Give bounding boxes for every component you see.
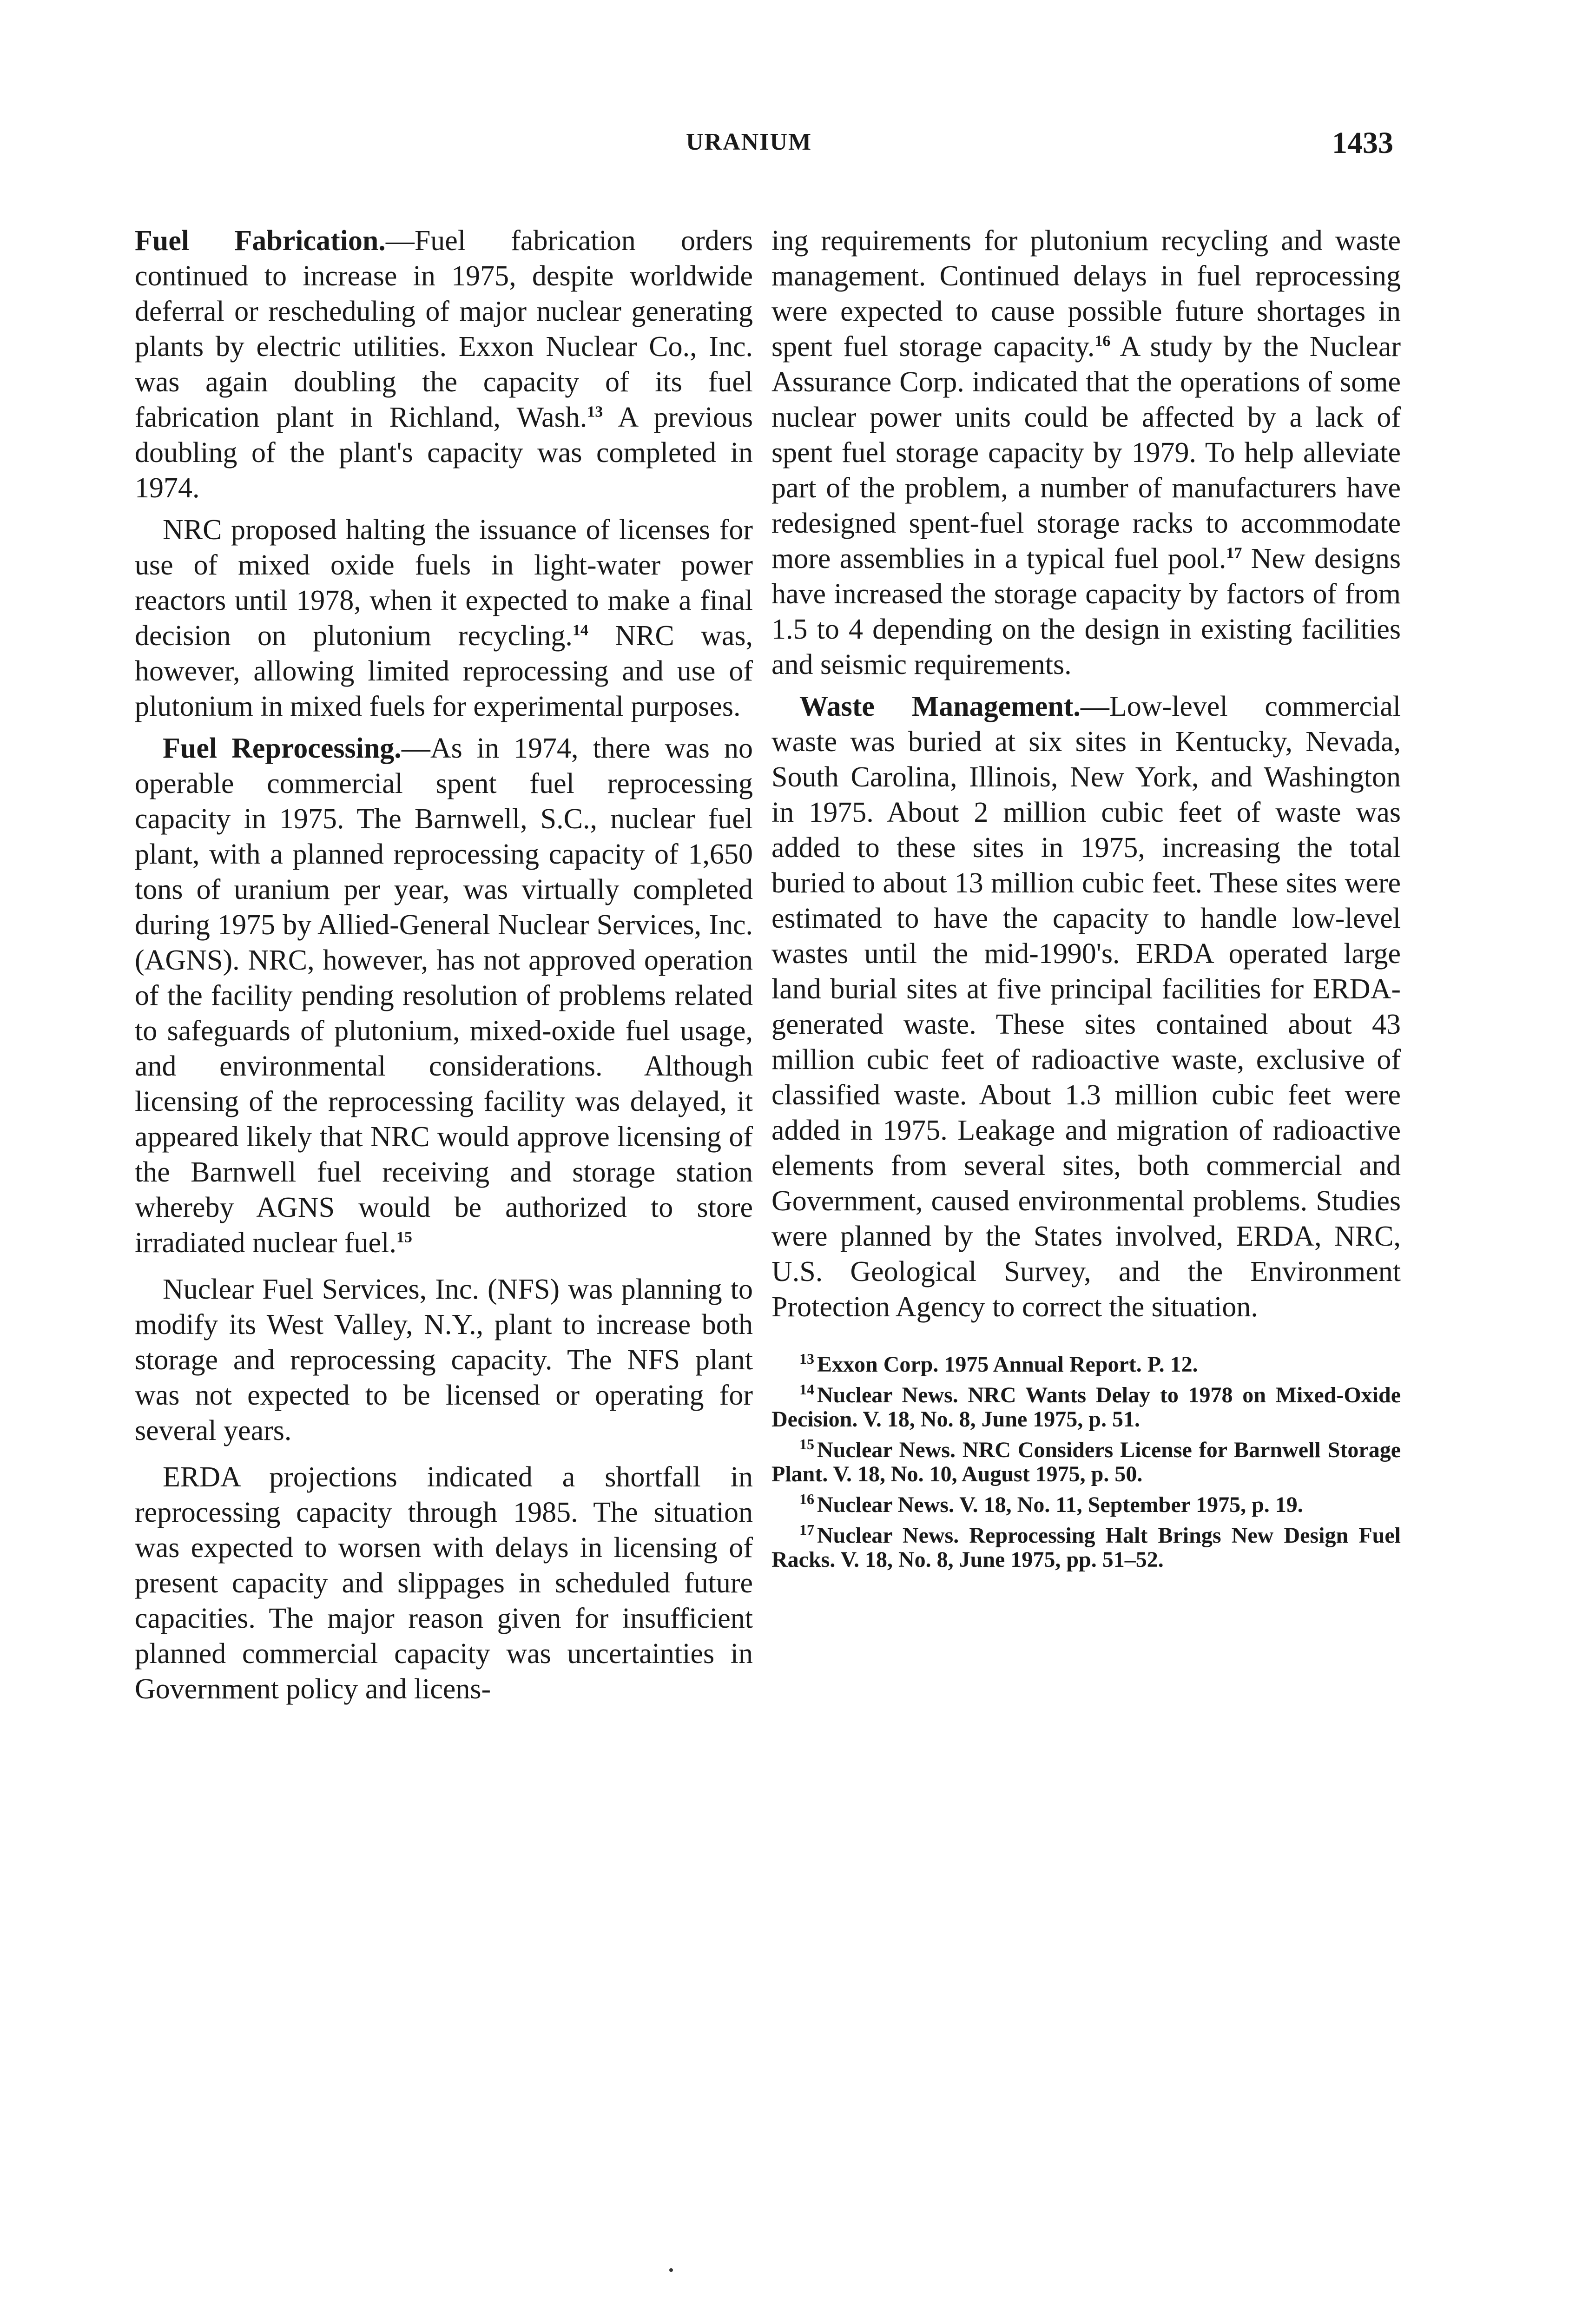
footnote-ref: 16 [1094,332,1111,350]
paragraph-text: A previous doubling of the plant's capacity was completed in 1974. [135,402,753,504]
paragraph-text: —Low-level commercial waste was buried at six sites in Kentucky, Nevada, South Carolina, Illinois, New York, and Washington in 1975. About 2 million cubic feet of waste was added to these sites in 1975, increasing the total buried to about 13 million cubic feet. These sites were estimated to have the capacity to handle low-level wastes until the mid-1990's. ERDA operated large land burial sites at five principal facilities for ERDA-generated waste. These sites contained about 43 million cubic feet of radioactive waste, exclusive of classified waste. About 1.3 million cubic feet were added in 1975. Leakage and migration of radioactive elements from several sites, both commercial and Government, caused environmental problems. Studies were planned by the States involved, ERDA, NRC, U.S. Geological Survey, and the Environment Protection Agency to correct the situation. [771,691,1401,1323]
paragraph-text: —Fuel fabrication orders continued to increase in 1975, despite worldwide deferral or rescheduling of major nuclear generating plants by electric utilities. Exxon Nuclear Co., Inc. was again doubling the capacity of its fuel fabrication plant in Richland, Wash. [135,225,753,433]
paragraph-text: —As in 1974, there was no operable commercial spent fuel reprocessing capacity in 1975. The Barnwell, S.C., nuclear fuel plant, with a planned reprocessing capacity of 1,650 tons of uranium per year, was virtually completed during 1975 by Allied-General Nuclear Services, Inc. (AGNS). NRC, however, has not approved operation of the facility pending resolution of problems related to safeguards of plutonium, mixed-oxide fuel usage, and environmental considerations. Although licensing of the reprocessing facility was delayed, it appeared likely that NRC would approve licensing of the Barnwell fuel receiving and storage station whereby AGNS would be authorized to store irradiated nuclear fuel. [135,733,753,1259]
footnote-ref: 14 [572,621,588,639]
running-title: URANIUM [686,129,812,155]
footnote-ref: 13 [587,403,603,421]
footnotes [771,1350,1401,1572]
paragraph-text: ing requirements for plutonium recycling and waste management. Continued delays in fuel reprocessing were expected to cause possible future shortages in spent fuel storage capacity. [771,225,1401,363]
right-column [771,223,1401,1578]
section-heading-fuel-fabrication: Fuel Fabrication. [135,225,386,257]
page-header [0,125,1569,167]
paragraph-nrc-mixed-oxide [135,512,753,724]
footnote-text: Nuclear News. NRC Considers License for Barnwell Storage Plant. V. 18, No. 10, August 1975, p. 50. [771,1438,1401,1486]
section-heading-fuel-reprocessing: Fuel Reprocessing. [163,733,402,764]
footnote-16 [771,1493,1401,1517]
paragraph-text: A study by the Nuclear Assurance Corp. indicated that the operations of some nuclear power units could be affected by a lack of spent fuel storage capacity by 1979. To help alleviate part of the problem, a number of manufacturers have redesigned spent-fuel storage racks to accommodate more assemblies in a typical fuel pool. [771,331,1401,574]
footnote-text: Nuclear News. NRC Wants Delay to 1978 on Mixed-Oxide Decision. V. 18, No. 8, June 1975, p. 51. [771,1383,1401,1432]
footnote-number: 16 [799,1491,814,1507]
footnote-text: Exxon Corp. 1975 Annual Report. P. 12. [817,1352,1198,1377]
footnote-number: 15 [799,1436,814,1452]
section-heading-waste-management: Waste Management. [799,691,1081,722]
footnote-number: 17 [799,1521,814,1538]
paragraph-fuel-fabrication [135,223,753,506]
footnote-14 [771,1383,1401,1432]
paragraph-text: NRC proposed halting the issuance of licenses for use of mixed oxide fuels in light-water power reactors until 1978, when it expected to make a final decision on plutonium recycling. [135,514,753,652]
footnote-ref: 15 [396,1228,412,1246]
paragraph-text: New designs have increased the storage capacity by factors of from 1.5 to 4 depending on the design in existing facilities and seismic requirements. [771,543,1401,680]
footnote-ref: 17 [1226,544,1242,562]
footnote-17 [771,1521,1401,1572]
paragraph-continued-licensing [771,223,1401,682]
footnote-number: 13 [799,1350,814,1367]
page-number: 1433 [1332,126,1393,160]
paragraph-waste-management [771,689,1401,1325]
footnote-number: 14 [799,1381,814,1398]
left-column [135,223,753,1713]
paragraph-erda-projections: ERDA projections indicated a shortfall in reprocessing capacity through 1985. The situation was expected to worsen with delays in licensing of present capacity and slippages in scheduled future capacities. The major reason given for insufficient planned commercial capacity was uncertainties in Government policy and licens- [135,1461,753,1705]
footnote-13 [771,1350,1401,1377]
stray-ink-mark [669,2268,673,2272]
paragraph-text: NRC was, however, allowing limited reprocessing and use of plutonium in mixed fuels for experimental purposes. [135,620,753,722]
footnote-text: Nuclear News. V. 18, No. 11, September 1975, p. 19. [817,1492,1303,1517]
footnote-15 [771,1438,1401,1486]
footnote-text: Nuclear News. Reprocessing Halt Brings New Design Fuel Racks. V. 18, No. 8, June 1975, pp. 51–52. [771,1523,1401,1572]
paragraph-fuel-reprocessing [135,731,753,1261]
paragraph-nfs: Nuclear Fuel Services, Inc. (NFS) was planning to modify its West Valley, N.Y., plant to increase both storage and reprocessing capacity. The NFS plant was not expected to be licensed or operating for several years. [135,1274,753,1446]
